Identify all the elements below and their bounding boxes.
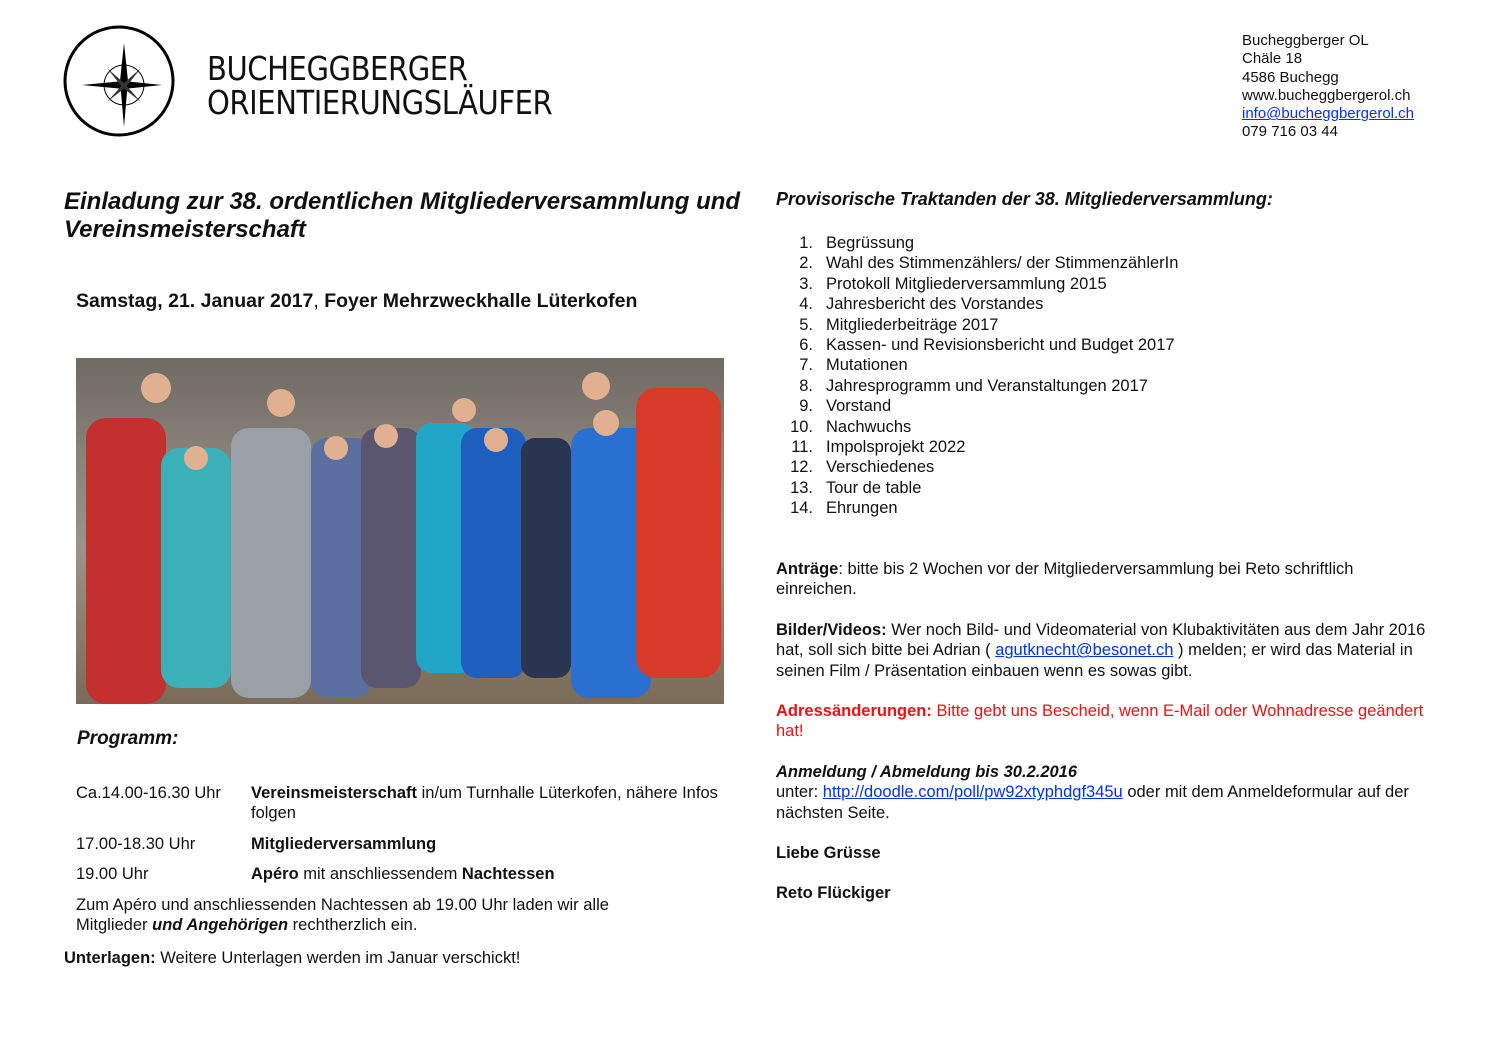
programm-time: Ca.14.00-16.30 Uhr bbox=[76, 784, 221, 802]
agenda-number: 2. bbox=[799, 254, 813, 273]
group-photo-figures bbox=[76, 358, 724, 704]
agenda-item bbox=[776, 376, 1178, 396]
invite-text-emph: und Angehörigen bbox=[152, 916, 289, 935]
address-city: 4586 Buchegg bbox=[1242, 68, 1339, 86]
programm-time: 17.00-18.30 Uhr bbox=[76, 834, 196, 853]
agenda-label: Ehrungen bbox=[826, 499, 898, 518]
agenda-number: 3. bbox=[799, 274, 813, 293]
adress-note bbox=[776, 701, 1436, 742]
agenda-number: 11. bbox=[791, 438, 813, 457]
agenda-label: Begrüssung bbox=[826, 234, 915, 252]
right-notes bbox=[776, 559, 1436, 904]
programm-row bbox=[76, 834, 726, 854]
unterlagen-label: Unterlagen: bbox=[64, 949, 156, 967]
unterlagen-note bbox=[64, 948, 520, 968]
adrian-email-link[interactable]: agutknecht@besonet.ch bbox=[995, 641, 1174, 660]
agenda-label: Verschiedenes bbox=[826, 458, 935, 477]
agenda-number: 14. bbox=[790, 499, 813, 518]
event-venue: Foyer Mehrzweckhalle Lüterkofen bbox=[324, 290, 638, 312]
agenda-label: Jahresbericht des Vorstandes bbox=[826, 295, 1044, 314]
agenda-number: 5. bbox=[799, 315, 813, 334]
antraege-text: : bitte bis 2 Wochen vor der Mitgliederversammlung bei Reto schriftlich einreichen. bbox=[776, 560, 1354, 599]
programm-item-2: Nachtessen bbox=[461, 865, 555, 884]
agenda-item bbox=[776, 478, 1178, 498]
club-logo-seal bbox=[62, 25, 176, 137]
event-date: Samstag, 21. Januar 2017 bbox=[76, 290, 314, 312]
doodle-link[interactable]: http://doodle.com/poll/pw92xtyphdgf345u bbox=[822, 783, 1123, 802]
programm-heading: Programm: bbox=[77, 728, 179, 749]
agenda-item bbox=[776, 355, 1178, 375]
address-web: www.bucheggbergerol.ch bbox=[1242, 86, 1411, 104]
programm-table bbox=[76, 783, 726, 935]
address-name: Bucheggberger OL bbox=[1242, 32, 1369, 49]
agenda-label: Nachwuchs bbox=[826, 417, 912, 436]
agenda-label: Impolsprojekt 2022 bbox=[826, 438, 966, 457]
agenda-item bbox=[776, 233, 1178, 253]
signature: Reto Flückiger bbox=[776, 884, 891, 903]
logo-line-1: BUCHEGGBERGER bbox=[207, 49, 468, 88]
agenda-item bbox=[776, 417, 1178, 437]
agenda-number: 4. bbox=[799, 295, 813, 314]
agenda-number: 6. bbox=[799, 336, 813, 355]
invitation-title: Einladung zur 38. ordentlichen Mitgliederversammlung und Vereinsmeisterschaft bbox=[64, 188, 741, 243]
greeting: Liebe Grüsse bbox=[776, 844, 881, 863]
address-phone: 079 716 03 44 bbox=[1242, 123, 1338, 141]
anmeldung-post: oder mit dem Anmeldeformular auf der nächsten Seite. bbox=[776, 783, 1409, 822]
bilder-note bbox=[776, 620, 1436, 681]
agenda-item bbox=[776, 253, 1178, 273]
programm-item: Vereinsmeisterschaft bbox=[251, 784, 418, 802]
programm-item: Apéro bbox=[251, 865, 299, 884]
agenda-item bbox=[776, 396, 1178, 416]
antraege-note bbox=[776, 559, 1436, 600]
bilder-text-2: ) melden; er wird das Material in seinen Film / Präsentation einbauen wenn es sowas gibt. bbox=[776, 641, 1413, 680]
programm-time: 19.00 Uhr bbox=[76, 865, 149, 884]
agenda-number: 7. bbox=[799, 356, 813, 375]
agenda-label: Mutationen bbox=[826, 356, 908, 375]
group-photo bbox=[76, 358, 724, 704]
address-street: Chäle 18 bbox=[1242, 50, 1303, 68]
agenda-number: 13. bbox=[790, 478, 813, 497]
programm-detail: mit anschliessendem bbox=[298, 865, 462, 884]
programm-item: Mitgliederversammlung bbox=[251, 834, 437, 853]
agenda-number: 9. bbox=[799, 397, 813, 416]
address-block bbox=[1242, 32, 1414, 142]
invite-text-c: rechtherzlich ein. bbox=[288, 916, 418, 935]
agenda-number: 12. bbox=[790, 458, 813, 477]
separator: , bbox=[313, 290, 325, 312]
agenda-number: 8. bbox=[799, 376, 813, 395]
agenda-number: 1. bbox=[799, 234, 813, 252]
adress-label: Adressänderungen: bbox=[776, 702, 932, 721]
agenda-item bbox=[776, 315, 1178, 335]
agenda-label: Jahresprogramm und Veranstaltungen 2017 bbox=[826, 376, 1148, 395]
unterlagen-text: Weitere Unterlagen werden im Januar verschickt! bbox=[155, 949, 521, 967]
programm-detail: in/um Turnhalle Lüterkofen, nähere Infos folgen bbox=[251, 784, 718, 823]
agenda-number: 10. bbox=[790, 417, 813, 436]
address-email-link[interactable]: info@bucheggbergerol.ch bbox=[1242, 105, 1415, 123]
agenda-label: Kassen- und Revisionsbericht und Budget 2017 bbox=[826, 336, 1175, 355]
agenda-label: Vorstand bbox=[826, 397, 892, 416]
logo-line-2: ORIENTIERUNGSLÄUFER bbox=[207, 83, 553, 122]
agenda-list bbox=[776, 233, 1178, 519]
anmeldung-pre: unter: bbox=[776, 783, 823, 802]
agenda-item bbox=[776, 294, 1178, 314]
adress-text: Bitte gebt uns Bescheid, wenn E-Mail oder Wohnadresse geändert hat! bbox=[776, 702, 1424, 741]
agenda-item bbox=[776, 437, 1178, 457]
event-date-venue bbox=[76, 290, 637, 313]
invitation-text bbox=[76, 895, 666, 936]
agenda-heading: Provisorische Traktanden der 38. Mitgliederversammlung: bbox=[776, 189, 1273, 209]
agenda-label: Protokoll Mitgliederversammlung 2015 bbox=[826, 274, 1107, 293]
bilder-text: Wer noch Bild- und Videomaterial von Klubaktivitäten aus dem Jahr 2016 hat, soll sich bitte bei Adrian ( bbox=[776, 620, 1426, 660]
agenda-item bbox=[776, 274, 1178, 294]
programm-row bbox=[76, 864, 726, 884]
agenda-item bbox=[776, 335, 1178, 355]
antraege-label: Anträge bbox=[776, 560, 839, 578]
invite-text-a: Zum Apéro und anschliessenden Nachtessen ab 19.00 Uhr laden wir alle Mitglieder bbox=[76, 895, 609, 935]
agenda-item bbox=[776, 498, 1178, 518]
agenda-label: Wahl des Stimmenzählers/ der StimmenzählerIn bbox=[826, 254, 1179, 273]
agenda-label: Tour de table bbox=[826, 478, 922, 497]
bilder-label: Bilder/Videos: bbox=[776, 620, 887, 639]
programm-row bbox=[76, 783, 726, 824]
agenda-label: Mitgliederbeiträge 2017 bbox=[826, 315, 999, 334]
anmeldung-heading: Anmeldung / Abmeldung bis 30.2.2016 bbox=[776, 762, 1078, 781]
anmeldung-text bbox=[776, 782, 1436, 823]
agenda-item bbox=[776, 457, 1178, 477]
